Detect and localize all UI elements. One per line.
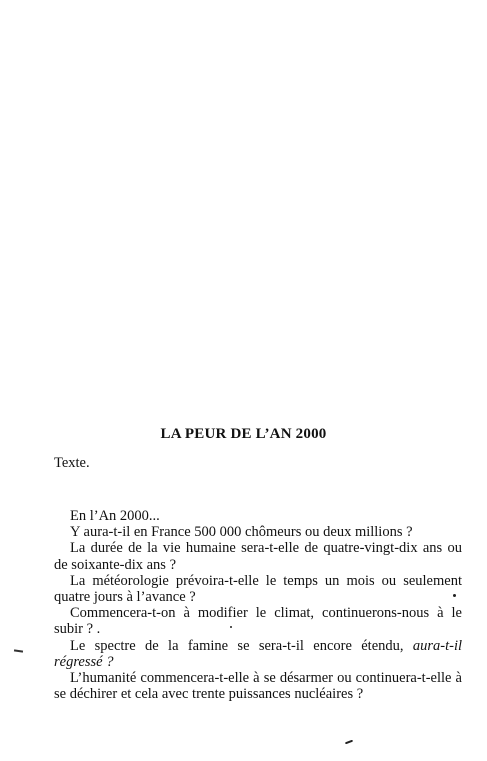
paragraph-intro: En l’An 2000... [70,508,160,524]
print-speck [230,626,232,628]
print-speck [453,594,456,597]
paragraph: Y aura-t-il en France 500 000 chômeurs ou deux millions ? [70,524,413,541]
paragraph [54,638,462,670]
paragraph-italic-text: aura-t-il régressé ? [54,637,462,670]
paragraph-text: Le spectre de la famine se sera-t-il encore étendu, [70,637,413,654]
paragraph: Commencera-t-on à modifier le climat, continuerons-nous à le subir ? . [54,605,462,638]
margin-mark [14,649,23,652]
section-label: Texte. [54,455,90,471]
body-text [54,508,462,702]
document-title: LA PEUR DE L’AN 2000 [160,426,327,442]
paragraph: L’humanité commencera-t-elle à se désarmer ou continuera-t-elle à se déchirer et cela avec trente puissances nucléaires ? [54,670,462,703]
paragraph: La météorologie prévoira-t-elle le temps un mois ou seulement quatre jours à l’avance ? [54,572,462,606]
print-speck [345,740,353,745]
paragraph: La durée de la vie humaine sera-t-elle de quatre-vingt-dix ans ou de soixante-dix ans ? [54,540,462,573]
